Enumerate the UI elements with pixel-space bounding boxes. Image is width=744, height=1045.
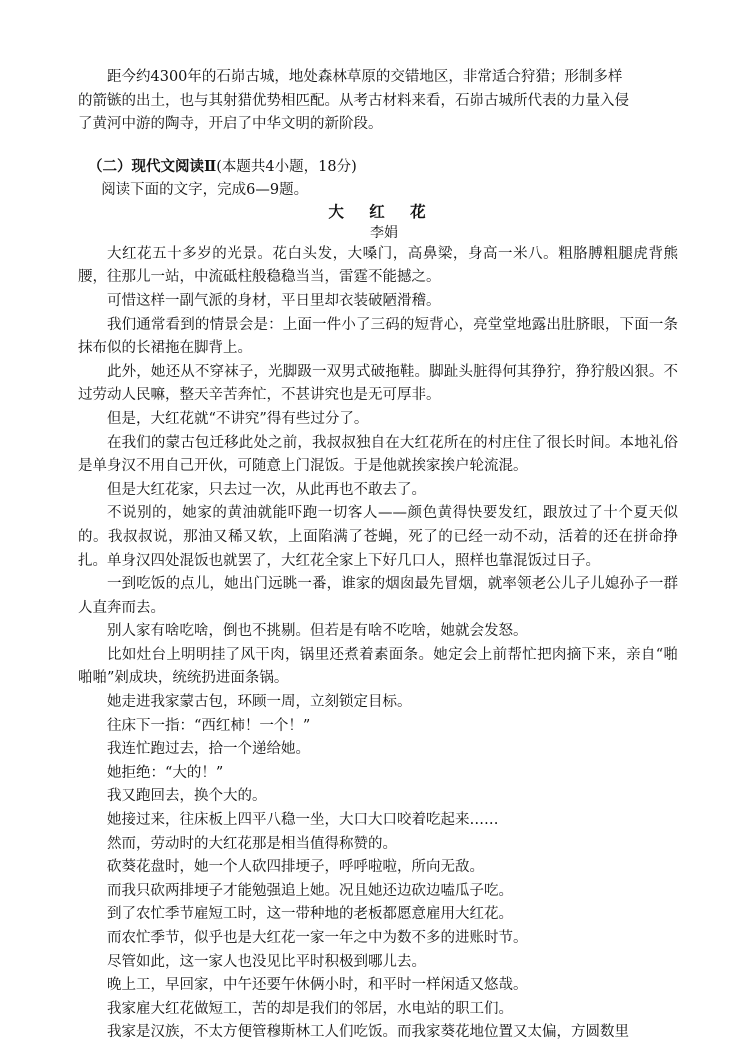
story-paragraph: 我连忙跑过去，拾一个递给她。 bbox=[107, 741, 310, 758]
story-paragraph: 在我们的蒙古包迁移此处之前，我叔叔独自在大红花所在的村庄住了很长时间。本地礼俗是单身汉不用自己开伙，可随意上门混饭。于是他就挨家挨户轮流混。 bbox=[78, 434, 678, 475]
intro-line: 距今约4300年的石峁古城，地处森林草原的交错地区，非常适合狩猎；形制多样 bbox=[107, 69, 623, 85]
story-paragraph: 此外，她还从不穿袜子，光脚趿一双男式破拖鞋。脚趾头脏得何其狰狞，狰狞般凶狠。不过劳动人民嘛，整天辛苦奔忙，不甚讲究也是无可厚非。 bbox=[78, 363, 678, 404]
story-paragraph: 一到吃饭的点儿，她出门远眺一番，谁家的烟囱最先冒烟，就率领老公儿子儿媳孙子一群人直奔而去。 bbox=[78, 576, 678, 616]
story-paragraph: 比如灶台上明明挂了风干肉，锅里还煮着素面条。她定会上前帮忙把肉摘下来，亲自“啪啪啪”剁成块，统统扔进面条锅。 bbox=[78, 646, 678, 687]
section-heading bbox=[78, 155, 678, 179]
story-paragraph: 往床下一指：“西红柿！一个！” bbox=[107, 717, 311, 734]
story-paragraph: 我家是汉族，不太方便管穆斯林工人们吃饭。而我家葵花地位置又太偏，方圆数里 bbox=[107, 1024, 629, 1041]
story-paragraph: 我家雇大红花做短工，苦的却是我们的邻居，水电站的职工们。 bbox=[107, 1000, 513, 1017]
story-paragraph: 尽管如此，这一家人也没见比平时积极到哪儿去。 bbox=[107, 953, 426, 970]
section-instruction: 阅读下面的文字，完成6—9题。 bbox=[101, 181, 309, 198]
story-paragraph: 大红花五十多岁的光景。花白头发，大嗓门，高鼻梁，身高一米八。粗胳膊粗腿虎背熊腰，往那儿一站，中流砥柱般稳稳当当，雷霆不能撼之。 bbox=[78, 245, 678, 286]
story-paragraph: 而农忙季节，似乎也是大红花一家一年之中为数不多的进账时节。 bbox=[107, 930, 528, 946]
section-heading-title: （二）现代文阅读Ⅱ bbox=[88, 157, 217, 175]
story-title: 大 红 花 bbox=[328, 201, 436, 221]
story-author: 李娟 bbox=[370, 224, 398, 241]
story-paragraph: 而我只砍两排埂子才能勉强追上她。况且她还边砍边嗑瓜子吃。 bbox=[107, 882, 513, 899]
story-paragraph: 但是，大红花就“不讲究”得有些过分了。 bbox=[107, 410, 369, 427]
story-paragraph: 我又跑回去，换个大的。 bbox=[107, 788, 267, 805]
story-body bbox=[78, 243, 678, 1045]
story-paragraph: 不说别的，她家的黄油就能吓跑一切客人——颜色黄得快要发红，跟放过了十个夏天似的。我叔叔说，那油又稀又软，上面陷满了苍蝇，死了的已经一动不动，活着的还在拼命挣扎。单身汉四处混饭也就罢了，大红花全家上下好几口人，照样也靠混饭过日子。 bbox=[78, 505, 678, 569]
story-paragraph: 到了农忙季节雇短工时，这一带种地的老板都愿意雇用大红花。 bbox=[107, 906, 513, 923]
document-page bbox=[78, 66, 678, 1045]
story-paragraph: 我们通常看到的情景会是：上面一件小了三码的短背心，亮堂堂地露出肚脐眼，下面一条抹布似的长裙拖在脚背上。 bbox=[78, 316, 678, 357]
story-paragraph: 砍葵花盘时，她一个人砍四排埂子，呼呼啦啦，所向无敌。 bbox=[107, 859, 484, 876]
story-paragraph: 别人家有啥吃啥，倒也不挑剔。但若是有啥不吃啥，她就会发怒。 bbox=[107, 623, 528, 640]
story-paragraph: 她拒绝：“大的！” bbox=[107, 764, 224, 781]
section-heading-note: (本题共4小题，18分) bbox=[216, 158, 357, 175]
story-paragraph: 晚上工，早回家，中午还要午休俩小时，和平时一样闲适又悠哉。 bbox=[107, 977, 528, 994]
story-paragraph: 可惜这样一副气派的身材，平日里却衣装破陋滑稽。 bbox=[107, 292, 441, 309]
story-paragraph: 她接过来，往床板上四平八稳一坐，大口大口咬着吃起来…… bbox=[107, 812, 499, 829]
intro-line: 的箭镞的出土，也与其射猎优势相匹配。从考古材料来看，石峁古城所代表的力量入侵 bbox=[78, 92, 629, 109]
story-paragraph: 然而，劳动时的大红花那是相当值得称赞的。 bbox=[107, 835, 397, 852]
story-paragraph: 她走进我家蒙古包，环顾一周，立刻锁定目标。 bbox=[107, 694, 412, 711]
intro-line: 了黄河中游的陶寺，开启了中华文明的新阶段。 bbox=[78, 116, 383, 133]
story-paragraph: 但是大红花家，只去过一次，从此再也不敢去了。 bbox=[107, 481, 426, 498]
